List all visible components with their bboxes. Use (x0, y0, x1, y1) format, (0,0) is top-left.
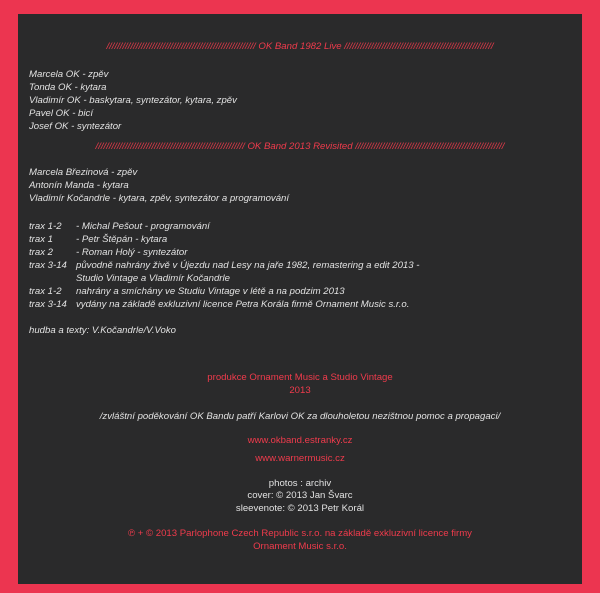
member-line: Antonín Manda - kytara (29, 180, 129, 191)
member-line: Pavel OK - bicí (29, 108, 93, 119)
section-header-1982: //////////////////////////////////////////////////////// OK Band 1982 Live //////////////////////////////////////////////////////// (106, 41, 494, 52)
copyright-company: Ornament Music s.r.o. (253, 541, 347, 552)
track-label: trax 3-14 (29, 299, 67, 310)
track-desc: - Petr Štěpán - kytara (76, 234, 168, 245)
lyrics-credit: hudba a texty: V.Kočandrle/V.Voko (29, 325, 177, 336)
production-year: 2013 (289, 385, 311, 396)
track-label: trax 3-14 (29, 260, 67, 271)
track-label: trax 1 (29, 234, 53, 245)
track-desc: vydány na základě exkluzivní licence Petra Korála firmě Ornament Music s.r.o. (76, 299, 410, 310)
track-label: trax 1-2 (29, 286, 62, 297)
track-desc: - Michal Pešout - programování (76, 221, 210, 232)
copyright-line: ℗ + © 2013 Parlophone Czech Republic s.r.o. na základě exkluzivní licence firmy (128, 528, 472, 539)
member-line: Josef OK - syntezátor (29, 121, 122, 132)
sleevenote-credit: sleevenote: © 2013 Petr Korál (235, 503, 365, 514)
track-label: trax 1-2 (29, 221, 62, 232)
warner-link[interactable]: www.warnermusic.cz (255, 453, 345, 464)
track-label: trax 2 (29, 247, 53, 258)
member-line: Marcela Březinová - zpěv (29, 167, 138, 178)
booklet-panel (18, 14, 582, 584)
track-desc: nahrány a smíchány ve Studiu Vintage v létě a na podzim 2013 (76, 286, 345, 297)
member-line: Tonda OK - kytara (29, 82, 107, 93)
section-header-2013: //////////////////////////////////////////////////////// OK Band 2013 Revisited //////////////////////////////////////////////////////// (95, 141, 505, 152)
okband-link[interactable]: www.okband.estranky.cz (247, 435, 353, 446)
thanks-note: /zvláštní poděkování OK Bandu patří Karlovi OK za dlouholetou nezištnou pomoc a propagaci/ (99, 411, 501, 422)
cover-credit: cover: © 2013 Jan Švarc (247, 490, 353, 501)
member-line: Marcela OK - zpěv (29, 69, 109, 80)
photos-credit: photos : archiv (268, 478, 332, 489)
track-desc: - Roman Holý - syntezátor (76, 247, 188, 258)
track-desc: Studio Vintage a Vladimír Kočandrle (76, 273, 230, 284)
production-line: produkce Ornament Music a Studio Vintage (207, 372, 393, 383)
member-line: Vladimír Kočandrle - kytara, zpěv, syntezátor a programování (29, 193, 290, 204)
member-line: Vladimír OK - baskytara, syntezátor, kytara, zpěv (29, 95, 237, 106)
track-desc: původně nahrány živě v Újezdu nad Lesy na jaře 1982, remastering a edit 2013 - (76, 260, 420, 271)
